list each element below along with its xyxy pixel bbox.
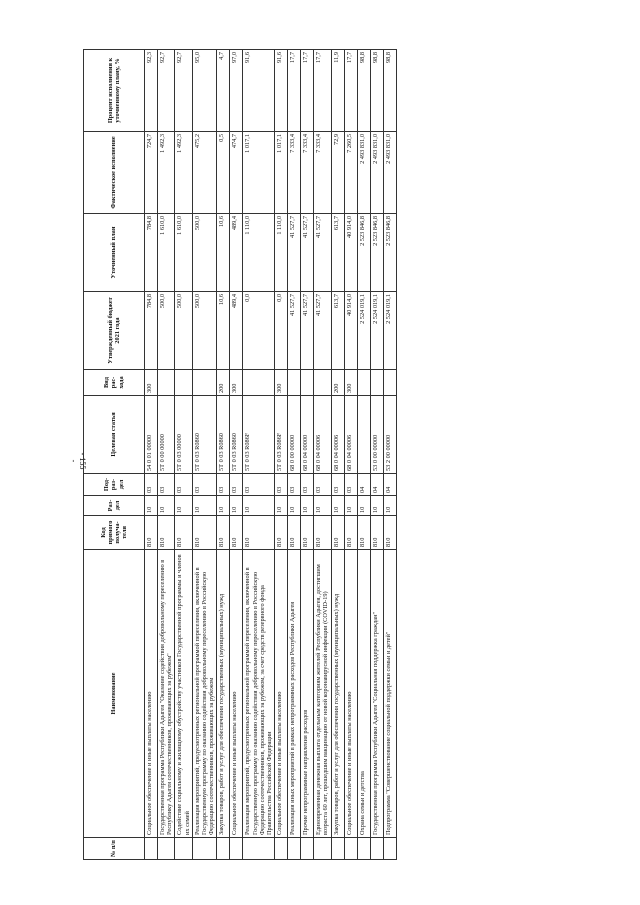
- table-body: [145, 50, 397, 860]
- cell-pct: 92,7: [158, 50, 175, 132]
- cell-podrazdel: 04: [370, 474, 383, 496]
- cell-approved: 2 524 019,1: [370, 292, 383, 370]
- cell-fact: 0,5: [217, 132, 230, 214]
- cell-name: Социальное обеспечение и иные выплаты населению: [230, 550, 243, 838]
- cell-approved: 41 527,7: [301, 292, 314, 370]
- cell-podrazdel: 03: [331, 474, 344, 496]
- cell-fact: 7 333,4: [314, 132, 331, 214]
- cell-name: Реализация мероприятий, предусмотренных региональной программой переселения, включенной в Государственную программу по оказанию содействия добровольному переселению в Российскую Федерацию соотечественников, проживающих за рубежом: [192, 550, 217, 838]
- cell-razdel: 10: [243, 496, 275, 516]
- cell-plan: 1 610,0: [175, 214, 192, 292]
- cell-article: 5Т 0 03 R086F: [243, 396, 275, 474]
- cell-plan: 613,7: [331, 214, 344, 292]
- col-header: Процент исполнения к уточненному плану, %: [84, 50, 145, 132]
- cell-podrazdel: 03: [314, 474, 331, 496]
- cell-plan: 2 523 846,8: [383, 214, 396, 292]
- cell-code: 810: [331, 516, 344, 550]
- cell-plan: 489,4: [230, 214, 243, 292]
- cell-num: [275, 838, 288, 860]
- cell-approved: 500,0: [192, 292, 217, 370]
- cell-num: [230, 838, 243, 860]
- cell-approved: 2 524 019,1: [357, 292, 370, 370]
- cell-article: 5Т 0 03 R0860: [230, 396, 243, 474]
- cell-vid: [301, 370, 314, 396]
- cell-vid: [370, 370, 383, 396]
- table-row: [217, 50, 230, 860]
- cell-article: 5Т 0 00 00000: [158, 396, 175, 474]
- cell-approved: 489,4: [230, 292, 243, 370]
- cell-pct: 98,8: [357, 50, 370, 132]
- cell-fact: 2 493 831,0: [383, 132, 396, 214]
- table-row: [301, 50, 314, 860]
- cell-razdel: 10: [370, 496, 383, 516]
- cell-razdel: 10: [230, 496, 243, 516]
- cell-fact: 724,7: [145, 132, 158, 214]
- cell-razdel: 10: [331, 496, 344, 516]
- cell-code: 810: [344, 516, 357, 550]
- cell-approved: 613,7: [331, 292, 344, 370]
- cell-vid: 200: [331, 370, 344, 396]
- cell-name: Закупка товаров, работ и услуг для обеспечения государственных (муниципальных) нужд: [331, 550, 344, 838]
- cell-code: 810: [145, 516, 158, 550]
- cell-code: 810: [230, 516, 243, 550]
- cell-article: 68 0 04 00006: [344, 396, 357, 474]
- table-row: [288, 50, 301, 860]
- cell-podrazdel: 03: [243, 474, 275, 496]
- cell-fact: 1 492,3: [158, 132, 175, 214]
- cell-podrazdel: 03: [344, 474, 357, 496]
- cell-num: [383, 838, 396, 860]
- col-header: Под-раз-дел: [84, 474, 145, 496]
- cell-article: 5Т 0 03 00000: [175, 396, 192, 474]
- budget-table: [83, 49, 397, 860]
- col-header: № п/п: [84, 838, 145, 860]
- cell-plan: 40 914,0: [344, 214, 357, 292]
- cell-num: [175, 838, 192, 860]
- cell-pct: 11,9: [331, 50, 344, 132]
- cell-num: [301, 838, 314, 860]
- cell-article: 53 0 00 00000: [370, 396, 383, 474]
- cell-podrazdel: 03: [192, 474, 217, 496]
- col-header: Вид рас-хода: [84, 370, 145, 396]
- cell-vid: [314, 370, 331, 396]
- cell-vid: [192, 370, 217, 396]
- cell-article: 68 0 04 00000: [301, 396, 314, 474]
- cell-razdel: 10: [288, 496, 301, 516]
- cell-razdel: 10: [357, 496, 370, 516]
- cell-pct: 91,6: [243, 50, 275, 132]
- cell-pct: 4,7: [217, 50, 230, 132]
- table-row: [370, 50, 383, 860]
- cell-razdel: 10: [175, 496, 192, 516]
- cell-num: [158, 838, 175, 860]
- cell-vid: 300: [230, 370, 243, 396]
- cell-fact: 1 492,3: [175, 132, 192, 214]
- cell-vid: 300: [344, 370, 357, 396]
- cell-approved: 40 914,0: [344, 292, 357, 370]
- cell-approved: 0,0: [243, 292, 275, 370]
- cell-razdel: 10: [383, 496, 396, 516]
- cell-num: [370, 838, 383, 860]
- cell-approved: 2 524 019,1: [383, 292, 396, 370]
- cell-plan: 10,6: [217, 214, 230, 292]
- table-row: [145, 50, 158, 860]
- cell-code: 810: [288, 516, 301, 550]
- header-row: [84, 50, 145, 860]
- cell-razdel: 10: [301, 496, 314, 516]
- col-header: Наименование: [84, 550, 145, 838]
- cell-fact: 72,9: [331, 132, 344, 214]
- cell-num: [217, 838, 230, 860]
- cell-approved: 0,0: [275, 292, 288, 370]
- table-row: [383, 50, 396, 860]
- table-row: [243, 50, 275, 860]
- cell-pct: 98,8: [370, 50, 383, 132]
- cell-fact: 7 333,4: [288, 132, 301, 214]
- cell-article: 68 0 04 00006: [314, 396, 331, 474]
- cell-approved: 41 527,7: [288, 292, 301, 370]
- cell-num: [145, 838, 158, 860]
- cell-razdel: 10: [344, 496, 357, 516]
- cell-pct: 91,6: [275, 50, 288, 132]
- cell-fact: 474,7: [230, 132, 243, 214]
- table-row: [331, 50, 344, 860]
- table-row: [314, 50, 331, 860]
- cell-name: Подпрограмма "Совершенствование социальной поддержки семьи и детей": [383, 550, 396, 838]
- cell-plan: 1 110,0: [243, 214, 275, 292]
- rotated-page: [83, 50, 623, 860]
- col-header: Утвержденный бюджет 2021 года: [84, 292, 145, 370]
- cell-code: 810: [192, 516, 217, 550]
- cell-podrazdel: 04: [383, 474, 396, 496]
- cell-name: Реализация мероприятий, предусмотренных региональной программой переселения, включенной в Государственную программу по оказанию содействия добровольному переселению в Российскую Федерацию соотечественников, проживающих за рубежом, за счет средств резервного фонда Правительства Российской Федерации: [243, 550, 275, 838]
- cell-podrazdel: 03: [230, 474, 243, 496]
- cell-pct: 92,7: [175, 50, 192, 132]
- cell-code: 810: [275, 516, 288, 550]
- cell-vid: [383, 370, 396, 396]
- cell-razdel: 10: [275, 496, 288, 516]
- cell-approved: 41 527,7: [314, 292, 331, 370]
- table-row: [230, 50, 243, 860]
- cell-pct: 98,8: [383, 50, 396, 132]
- cell-podrazdel: 03: [217, 474, 230, 496]
- cell-fact: 7 333,4: [301, 132, 314, 214]
- cell-plan: 1 610,0: [158, 214, 175, 292]
- cell-podrazdel: 03: [288, 474, 301, 496]
- cell-pct: 97,0: [230, 50, 243, 132]
- cell-num: [344, 838, 357, 860]
- cell-article: 68 0 00 00000: [288, 396, 301, 474]
- cell-podrazdel: 03: [175, 474, 192, 496]
- cell-article: 53 2 00 00000: [383, 396, 396, 474]
- cell-vid: [158, 370, 175, 396]
- cell-num: [314, 838, 331, 860]
- col-header: Фактическое исполнение: [84, 132, 145, 214]
- cell-podrazdel: 04: [357, 474, 370, 496]
- col-header: Целевая статья: [84, 396, 145, 474]
- cell-plan: 2 523 846,8: [370, 214, 383, 292]
- cell-name: Социальное обеспечение и иные выплаты населению: [344, 550, 357, 838]
- cell-name: Закупка товаров, работ и услуг для обеспечения государственных (муниципальных) нужд: [217, 550, 230, 838]
- cell-name: Социальное обеспечение и иные выплаты населению: [145, 550, 158, 838]
- cell-name: Реализация иных мероприятий в рамках непрограммных расходов Республики Адыгея: [288, 550, 301, 838]
- cell-razdel: 10: [158, 496, 175, 516]
- cell-name: Охрана семьи и детства: [357, 550, 370, 838]
- cell-num: [357, 838, 370, 860]
- cell-fact: 1 017,1: [275, 132, 288, 214]
- cell-article: [357, 396, 370, 474]
- cell-code: 810: [301, 516, 314, 550]
- cell-razdel: 10: [192, 496, 217, 516]
- cell-vid: 200: [217, 370, 230, 396]
- cell-podrazdel: 03: [275, 474, 288, 496]
- cell-plan: 41 527,7: [288, 214, 301, 292]
- table-row: [275, 50, 288, 860]
- cell-code: 810: [383, 516, 396, 550]
- cell-fact: 2 493 831,0: [357, 132, 370, 214]
- cell-code: 810: [314, 516, 331, 550]
- page-number: - 155 -: [69, 452, 87, 470]
- cell-plan: 1 110,0: [275, 214, 288, 292]
- cell-fact: 1 017,1: [243, 132, 275, 214]
- table-row: [344, 50, 357, 860]
- cell-vid: [243, 370, 275, 396]
- cell-article: 5Т 0 03 R086F: [275, 396, 288, 474]
- cell-razdel: 10: [145, 496, 158, 516]
- cell-code: 810: [175, 516, 192, 550]
- cell-vid: [175, 370, 192, 396]
- cell-vid: 300: [145, 370, 158, 396]
- cell-article: 68 0 04 00006: [331, 396, 344, 474]
- table-row: [357, 50, 370, 860]
- cell-num: [331, 838, 344, 860]
- cell-code: 810: [217, 516, 230, 550]
- cell-vid: [357, 370, 370, 396]
- cell-code: 810: [370, 516, 383, 550]
- cell-name: Социальное обеспечение и иные выплаты населению: [275, 550, 288, 838]
- cell-code: 810: [243, 516, 275, 550]
- cell-article: 5Т 0 03 R0860: [192, 396, 217, 474]
- table-row: [192, 50, 217, 860]
- cell-approved: 500,0: [175, 292, 192, 370]
- cell-num: [288, 838, 301, 860]
- cell-name: Содействие социальному и жилищному обустройству участников Государственной программы и членов их семей: [175, 550, 192, 838]
- cell-approved: 500,0: [158, 292, 175, 370]
- cell-pct: 95,0: [192, 50, 217, 132]
- cell-podrazdel: 03: [158, 474, 175, 496]
- cell-plan: 500,0: [192, 214, 217, 292]
- cell-podrazdel: 03: [145, 474, 158, 496]
- cell-podrazdel: 03: [301, 474, 314, 496]
- col-header: Уточненный план: [84, 214, 145, 292]
- cell-plan: 784,8: [145, 214, 158, 292]
- cell-article: 54 0 01 00000: [145, 396, 158, 474]
- cell-pct: 92,3: [145, 50, 158, 132]
- cell-razdel: 10: [314, 496, 331, 516]
- cell-fact: 475,2: [192, 132, 217, 214]
- cell-vid: [288, 370, 301, 396]
- table-row: [158, 50, 175, 860]
- cell-code: 810: [357, 516, 370, 550]
- cell-approved: 784,8: [145, 292, 158, 370]
- cell-pct: 17,7: [288, 50, 301, 132]
- cell-pct: 17,7: [314, 50, 331, 132]
- cell-fact: 7 260,5: [344, 132, 357, 214]
- col-header: Раз-дел: [84, 496, 145, 516]
- cell-num: [243, 838, 275, 860]
- cell-name: Прочие непрограммные направления расходов: [301, 550, 314, 838]
- cell-name: Государственная программа Республики Адыгея "Оказание содействия добровольному переселению в Республику Адыгея соотечественников, проживающих за рубежом": [158, 550, 175, 838]
- cell-num: [192, 838, 217, 860]
- cell-vid: 300: [275, 370, 288, 396]
- cell-plan: 41 527,7: [301, 214, 314, 292]
- cell-pct: 17,7: [344, 50, 357, 132]
- cell-pct: 17,7: [301, 50, 314, 132]
- cell-plan: 2 523 846,8: [357, 214, 370, 292]
- cell-name: Государственная программа Республики Адыгея "Социальная поддержка граждан": [370, 550, 383, 838]
- cell-name: Единовременная денежная выплата отдельным категориям жителей Республики Адыгея, достигшим возраста 60 лет, прошедшим вакцинацию от новой коронавирусной инфекции (COVID-19): [314, 550, 331, 838]
- cell-code: 810: [158, 516, 175, 550]
- cell-fact: 2 493 831,0: [370, 132, 383, 214]
- cell-plan: 41 527,7: [314, 214, 331, 292]
- table-row: [175, 50, 192, 860]
- cell-approved: 10,6: [217, 292, 230, 370]
- col-header: Код прямого получа-теля: [84, 516, 145, 550]
- cell-article: 5Т 0 03 R0860: [217, 396, 230, 474]
- cell-razdel: 10: [217, 496, 230, 516]
